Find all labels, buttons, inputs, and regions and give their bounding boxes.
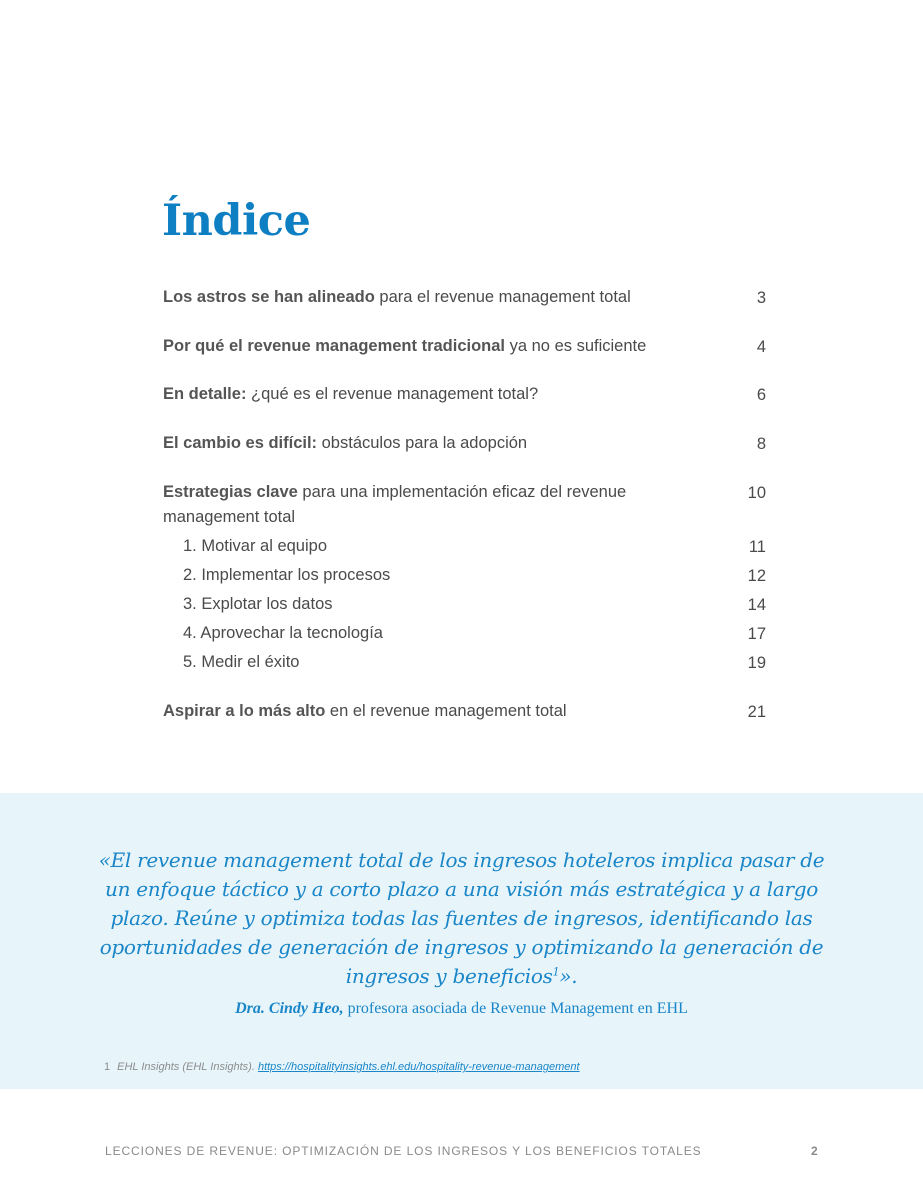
toc-entry-text	[163, 382, 683, 407]
toc-entry-text	[163, 334, 683, 359]
toc-page-number: 21	[747, 703, 766, 721]
toc-entry-bold: En detalle:	[163, 385, 247, 403]
page-title: Índice	[162, 196, 311, 246]
toc-entry-text	[163, 480, 683, 530]
toc-page-number: 6	[756, 386, 766, 404]
footnote-number: 1	[104, 1061, 111, 1073]
toc-subitem-explotar[interactable]	[183, 592, 768, 617]
toc-entry-rest: en el revenue management total	[325, 702, 567, 720]
quote-author: Dra. Cindy Heo,	[235, 1000, 344, 1017]
toc-entry-text	[163, 431, 683, 456]
toc-subitem-label: 3. Explotar los datos	[183, 595, 333, 613]
toc-page-number: 10	[747, 484, 766, 502]
toc-entry-text	[163, 285, 683, 310]
toc-subitem-label: 4. Aprovechar la tecnología	[183, 624, 383, 642]
footer-document-title: LECCIONES DE REVENUE: OPTIMIZACIÓN DE LOS INGRESOS Y LOS BENEFICIOS TOTALES	[105, 1144, 702, 1158]
toc-entry-rest: para una implementación eficaz del revenue management total	[163, 483, 627, 526]
quote-panel	[0, 793, 923, 1089]
toc-page-number: 11	[748, 538, 766, 556]
toc-page-number: 14	[747, 596, 766, 614]
quote-closing: ».	[559, 964, 578, 988]
toc-entry-rest: para el revenue management total	[374, 288, 631, 306]
footnote-reference[interactable]: 1	[552, 965, 560, 979]
toc-entry-text	[163, 699, 683, 724]
quote-body: «El revenue management total de los ingresos hoteleros implica pasar de un enfoque táctico y a corto plazo a una visión más estratégica y a largo plazo. Reúne y optimiza todas las fuentes de ingresos, identificando las oportunidades de generación de ingresos y optimizando la generación de ingresos y beneficios	[98, 848, 825, 988]
toc-subitem-implementar[interactable]	[183, 563, 768, 588]
toc-page-number: 17	[747, 625, 766, 643]
toc-entry-rest: ¿qué es el revenue management total?	[246, 385, 539, 403]
toc-entry-bold: El cambio es difícil:	[163, 434, 318, 452]
toc-page-number: 8	[756, 435, 766, 453]
toc-entry-bold: Los astros se han alineado	[163, 288, 375, 306]
toc-subitem-label: 2. Implementar los procesos	[183, 566, 391, 584]
pull-quote	[90, 846, 833, 991]
footnote-source: EHL Insights (EHL Insights).	[117, 1061, 258, 1073]
quote-author-role: profesora asociada de Revenue Management en EHL	[343, 1000, 688, 1017]
toc-page-number: 3	[756, 289, 766, 307]
toc-page-number: 4	[756, 338, 766, 356]
quote-attribution	[0, 1000, 923, 1018]
toc-entry-estrategias[interactable]	[163, 480, 768, 530]
toc-subitem-label: 1. Motivar al equipo	[183, 537, 327, 555]
toc-entry-bold: Por qué el revenue management tradicional	[163, 337, 506, 355]
toc-entry-aspirar[interactable]	[163, 699, 768, 724]
toc-page-number: 12	[747, 567, 766, 585]
toc-entry-bold: Estrategias clave	[163, 483, 298, 501]
toc-subitem-label: 5. Medir el éxito	[183, 653, 300, 671]
toc-subitem-aprovechar[interactable]	[183, 621, 768, 646]
toc-entry-rest: obstáculos para la adopción	[317, 434, 528, 452]
footer-page-number: 2	[811, 1144, 818, 1158]
toc-entry-bold: Aspirar a lo más alto	[163, 702, 326, 720]
toc-entry-astros[interactable]	[163, 285, 768, 310]
toc-subitem-motivar[interactable]	[183, 534, 768, 559]
toc-page-number: 19	[747, 654, 766, 672]
toc-entry-tradicional[interactable]	[163, 334, 768, 359]
toc-entry-cambio[interactable]	[163, 431, 768, 456]
toc-entry-rest: ya no es suficiente	[505, 337, 647, 355]
footnote-link[interactable]: https://hospitalityinsights.ehl.edu/hospitality-revenue-management	[257, 1061, 580, 1073]
toc-subitem-medir[interactable]	[183, 650, 768, 675]
footnote	[104, 1061, 580, 1073]
toc-entry-en-detalle[interactable]	[163, 382, 768, 407]
